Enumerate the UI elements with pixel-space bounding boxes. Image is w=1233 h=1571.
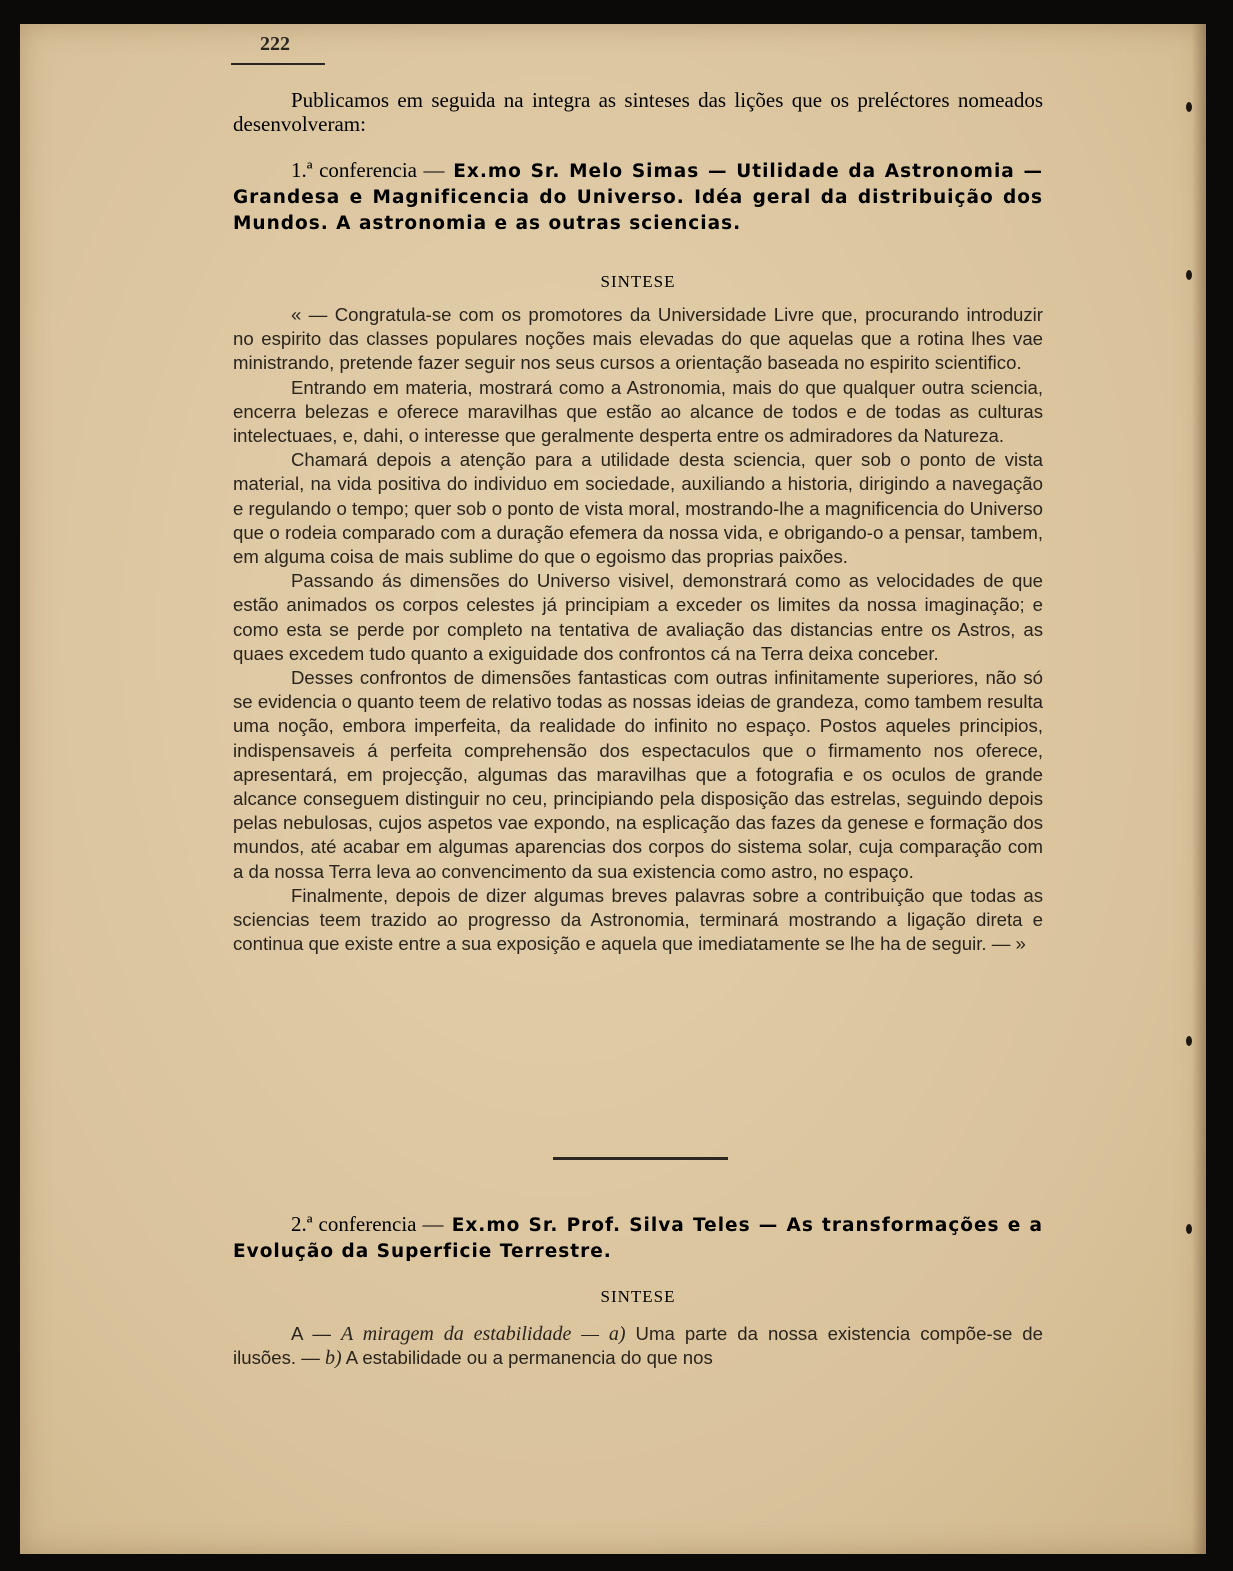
section-a-letter: A — [291, 1323, 331, 1344]
sintese-1-label: SINTESE [600, 272, 676, 291]
section-a-paragraph [233, 1322, 1043, 1370]
conference-2-title: Ex.mo Sr. Prof. Silva Teles — As transformações e a Evolução da Superficie Terrestre. [233, 1215, 1044, 1262]
intro-paragraph: Publicamos em seguida na integra as sinteses das lições que os preléctores nomeados desenvolveram: [233, 88, 1043, 136]
paragraph-6: Finalmente, depois de dizer algumas breves palavras sobre a contribuição que todas as sciencias teem trazido ao progresso da Astronomia, terminará mostrando a ligação direta e continua que existe entre a sua exposição e aquela que imediatamente se lhe ha de seguir. — » [233, 884, 1043, 955]
section-a-text-2: A estabilidade ou a permanencia do que nos [345, 1347, 713, 1369]
section-a-label-b: b) [324, 1347, 342, 1370]
section-divider [553, 1157, 728, 1160]
paragraph-1: « — Congratula-se com os promotores da Universidade Livre que, procurando introduzir no espirito das classes populares noções mais elevadas do que aquelas que a rotina lhes vae ministrando, pretende fazer seguir nos seus cursos a orientação baseada no espirito scientifico. [233, 304, 1043, 374]
binding-hole-mark [1186, 1036, 1192, 1046]
conference-2-number: 2.ª conferencia — [291, 1212, 444, 1236]
paragraph-5: Desses confrontos de dimensões fantasticas com outras infinitamente superiores, não só se evidencia o quanto teem de relativo todas as nossas ideias de grandeza, como tambem resulta uma noção, embora imperfeita, da realidade do infinito no espaço. Postos aqueles principios, indispensaveis á perfeita comprehensão dos espectaculos que o firmamento nos oferece, apresentará, em projecção, algumas das maravilhas que a fotografia e os oculos de grande alcance conseguem distinguir no ceu, principiando pela disposição das estrelas, seguindo depois pelas nebulosas, cujos aspetos vae expondo, na esplicação das fazes da genese e formação dos mundos, até acabar em algumas aparencias dos corpos do sistema solar, cuja comparação com a da nossa Terra leva ao convencimento da sua existencia como astro, no espaço. [233, 667, 1043, 882]
sintese-2-label: SINTESE [600, 1287, 676, 1306]
conference-1-heading [233, 157, 1043, 237]
conference-1-number: 1.ª conferencia — [291, 158, 445, 182]
section-a-title: A miragem da estabilidade — a) [341, 1323, 626, 1345]
page-edge-shadow [1192, 24, 1206, 1554]
section-a-text-1: Uma parte da nossa existencia compõe-se de ilusões. — [233, 1323, 1043, 1369]
paragraph-2: Entrando em materia, mostrará como a Astronomia, mais do que qualquer outra sciencia, encerra belezas e oferece maravilhas que estão ao alcance de todos e de todas as culturas intelectuaes, e, dahi, o interesse que geralmente desperta entre os admiradores da Natureza. [233, 376, 1043, 447]
page-number: 222 [260, 33, 290, 55]
conference-2-heading [233, 1211, 1043, 1265]
paragraph-3: Chamará depois a atenção para a utilidade desta sciencia, quer sob o ponto de vista material, na vida positiva do individuo em sociedade, auxiliando a historia, dirigindo a navegação e regulando o tempo; quer sob o ponto de vista moral, mostrando-lhe a magnificencia do Universo que o rodeia comparado com a duração efemera da nossa vida, e obrigando-o a pensar, tambem, em alguma coisa de mais sublime do que o egoismo das proprias paixões. [233, 449, 1043, 568]
sintese-1-body [233, 303, 1043, 956]
binding-hole-mark [1186, 1224, 1192, 1234]
conference-1-title: Ex.mo Sr. Melo Simas — Utilidade da Astronomia — Grandesa e Magnificencia do Universo. Idéa geral da distribuição dos Mundos. A astronomia e as outras sciencias. [233, 161, 1044, 234]
binding-hole-mark [1186, 270, 1192, 280]
paragraph-4: Passando ás dimensões do Universo visivel, demonstrará como as velocidades de que estão animados os corpos celestes já principiam a exceder os limites da nossa imaginação; e como esta se perde por completo na tentativa de avaliação das distancias entre os Astros, as quaes excedem tudo quanto a exiguidade dos confrontos cá na Terra deixa conceber. [233, 570, 1043, 664]
page-number-rule [231, 63, 325, 65]
binding-hole-mark [1186, 102, 1192, 112]
